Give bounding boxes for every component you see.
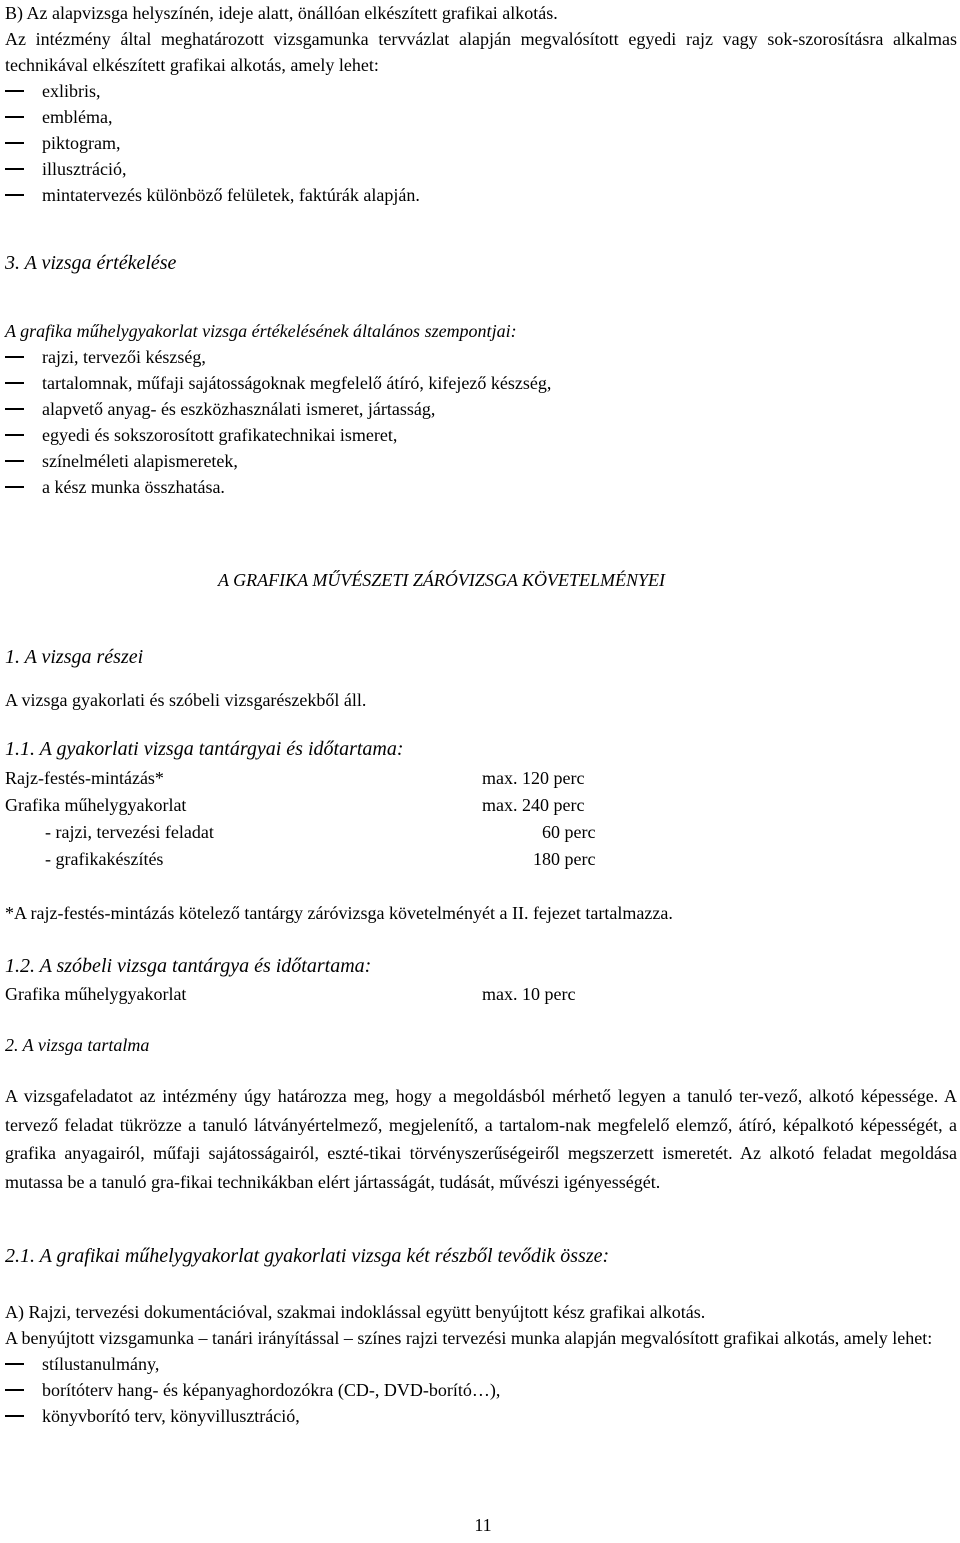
list-item: alapvető anyag- és eszközhasználati ismeret, jártasság, [5,396,957,422]
workshop-list [5,1351,957,1429]
list-item: rajzi, tervezői készség, [5,344,957,370]
oral-row [5,981,957,1008]
oral-heading: 1.2. A szóbeli vizsga tantárgya és időtartama: [5,955,372,977]
workshop-text: A benyújtott vizsgamunka – tanári irányítással – színes rajzi tervezési munka alapján megvalósított grafikai alkotás, amely lehet: [5,1328,933,1348]
list-item: egyedi és sokszorosított grafikatechnikai ismeret, [5,422,957,448]
table-row [5,765,957,792]
list-item: könyvborító terv, könyvillusztráció, [5,1403,957,1429]
workshop-section [5,1299,957,1429]
row-label: Rajz-festés-mintázás* [5,768,164,788]
practical-note: *A rajz-festés-mintázás kötelező tantárgy záróvizsga követelményét a II. fejezet tartalmazza. [5,903,673,923]
table-row [5,846,957,873]
list-item: tartalomnak, műfaji sajátosságoknak megfelelő átíró, kifejező készség, [5,370,957,396]
section-b [5,0,957,208]
list-item: borítóterv hang- és képanyaghordozókra (CD-, DVD-borító…), [5,1377,957,1403]
eval-section [5,318,957,500]
table-row [5,792,957,819]
practical-table [5,765,957,873]
list-item: mintatervezés különböző felületek, faktúrák alapján. [5,182,957,208]
list-item: exlibris, [5,78,957,104]
list-item: színelméleti alapismeretek, [5,448,957,474]
list-item: piktogram, [5,130,957,156]
list-item: illusztráció, [5,156,957,182]
content-text: A vizsgafeladatot az intézmény úgy határozza meg, hogy a megoldásból mérhető legyen a tanuló ter-vező, alkotó képessége. A tervező feladat tükrözze a tanuló látványértelmező, megjelenítő, a tartalom-nak megfelelő elemző, átíró, képalkotó képességét, a grafika anyagairól, műfaji sajátosságairól, eszté-tikai törvényszerűségeiről megszerzett ismeretét. Az alkotó feladat megoldása mutassa be a tanuló gra-fikai technikákban elért jártasságát, tudását, művészi igényességét. [5,1086,957,1192]
row-label: Grafika műhelygyakorlat [5,984,187,1004]
list-item: stílustanulmány, [5,1351,957,1377]
row-value: max. 10 perc [482,984,576,1004]
section-b-list [5,78,957,208]
list-item: a kész munka összhatása. [5,474,957,500]
row-value: max. 120 perc [482,768,585,788]
list-item: embléma, [5,104,957,130]
final-exam-title: A GRAFIKA MŰVÉSZETI ZÁRÓVIZSGA KÖVETELMÉNYEI [218,570,665,590]
content-heading: 2. A vizsga tartalma [5,1035,150,1055]
row-value: max. 240 perc [482,795,585,815]
page-number: 11 [474,1515,492,1535]
eval-heading: 3. A vizsga értékelése [5,252,177,274]
row-value: 180 perc [533,849,596,869]
row-label: Grafika műhelygyakorlat [5,795,187,815]
eval-lead: A grafika műhelygyakorlat vizsga értékelésének általános szempontjai: [5,321,517,341]
eval-list [5,344,957,500]
table-row [5,819,957,846]
section-b-title: B) Az alapvizsga helyszínén, ideje alatt, önállóan elkészített grafikai alkotás. [5,3,558,23]
section-b-intro: Az intézmény által meghatározott vizsgamunka tervvázlat alapján megvalósított egyedi rajz vagy sok-szorosításra alkalmas technikával elkészített grafikai alkotás, amely lehet: [5,29,957,75]
parts-text: A vizsga gyakorlati és szóbeli vizsgarészekből áll. [5,690,367,710]
row-label: - grafikakészítés [45,849,164,869]
row-value: 60 perc [542,822,596,842]
workshop-heading: 2.1. A grafikai műhelygyakorlat gyakorlati vizsga két részből tevődik össze: [5,1245,610,1267]
workshop-part-a: A) Rajzi, tervezési dokumentációval, szakmai indoklással együtt benyújtott kész grafikai alkotás. [5,1302,706,1322]
row-label: - rajzi, tervezési feladat [45,822,214,842]
table-row [5,981,957,1008]
parts-heading: 1. A vizsga részei [5,646,144,668]
practical-heading: 1.1. A gyakorlati vizsga tantárgyai és időtartama: [5,738,404,760]
